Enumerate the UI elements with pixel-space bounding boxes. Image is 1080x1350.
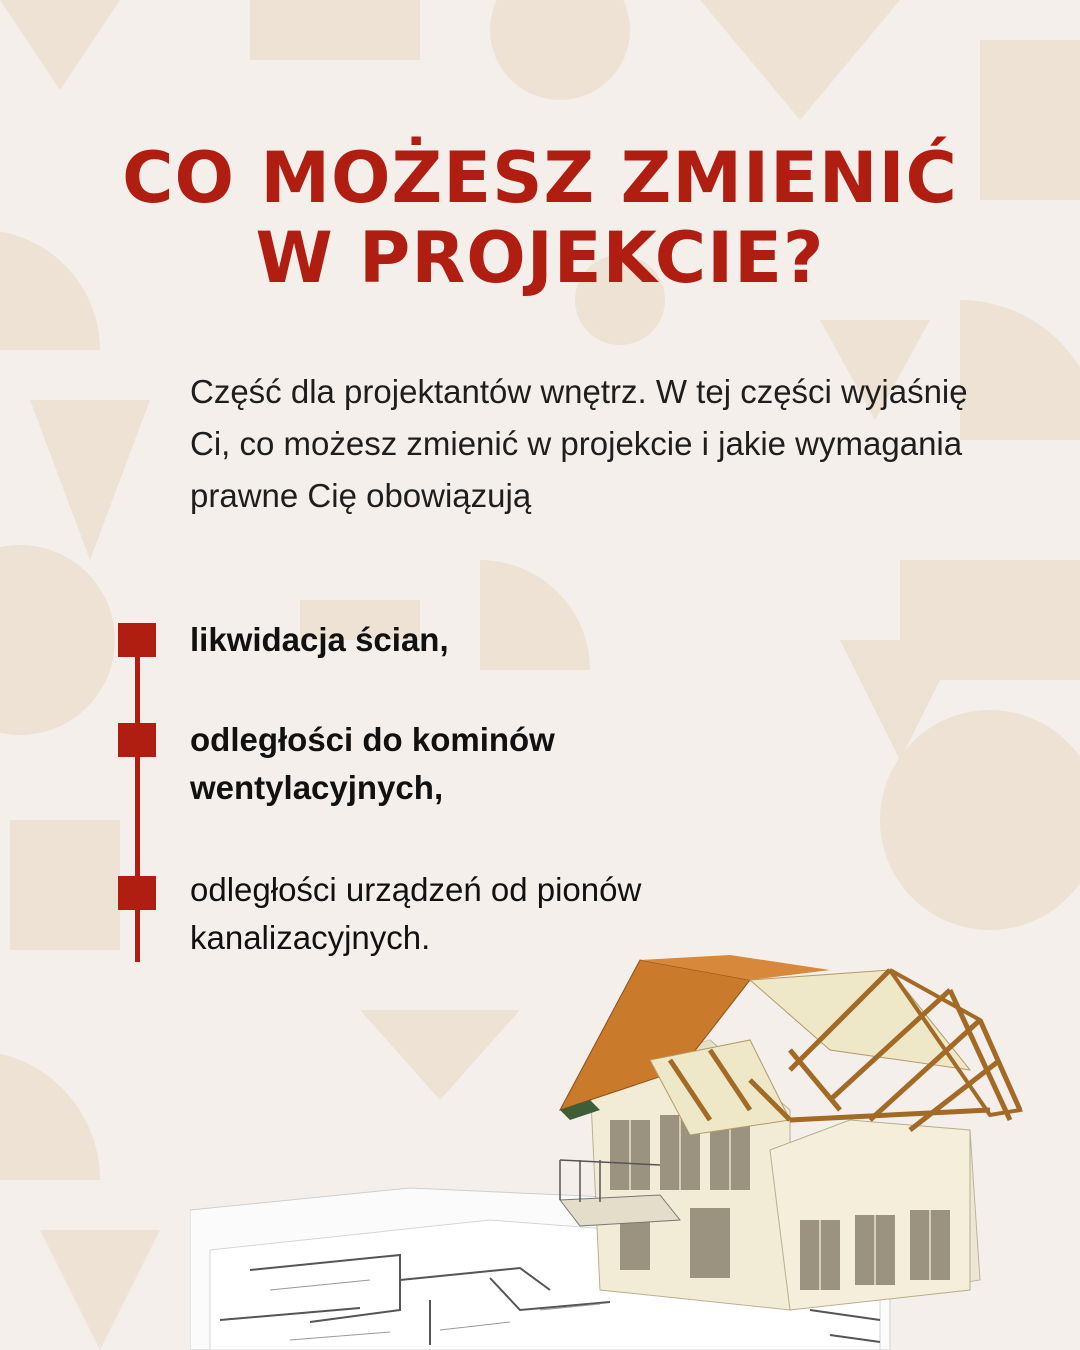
title-line-2: W PROJEKCIE? [255, 217, 825, 299]
timeline-marker [118, 876, 156, 910]
timeline-line [135, 640, 140, 962]
list-item: odległości urządzeń od pionów kanalizacyjnych. [190, 871, 642, 956]
list-item: odległości do kominów wentylacyjnych, [190, 721, 555, 806]
page-title [0, 138, 1080, 298]
house-illustration [190, 950, 1080, 1350]
timeline-marker [118, 623, 156, 657]
title-line-1: CO MOŻESZ ZMIENIĆ [122, 137, 958, 219]
list-item: likwidacja ścian, [190, 621, 449, 658]
timeline-marker [118, 723, 156, 757]
intro-paragraph: Część dla projektantów wnętrz. W tej części wyjaśnię Ci, co możesz zmienić w projekcie i jakie wymagania prawne Cię obowiązują [190, 373, 968, 514]
